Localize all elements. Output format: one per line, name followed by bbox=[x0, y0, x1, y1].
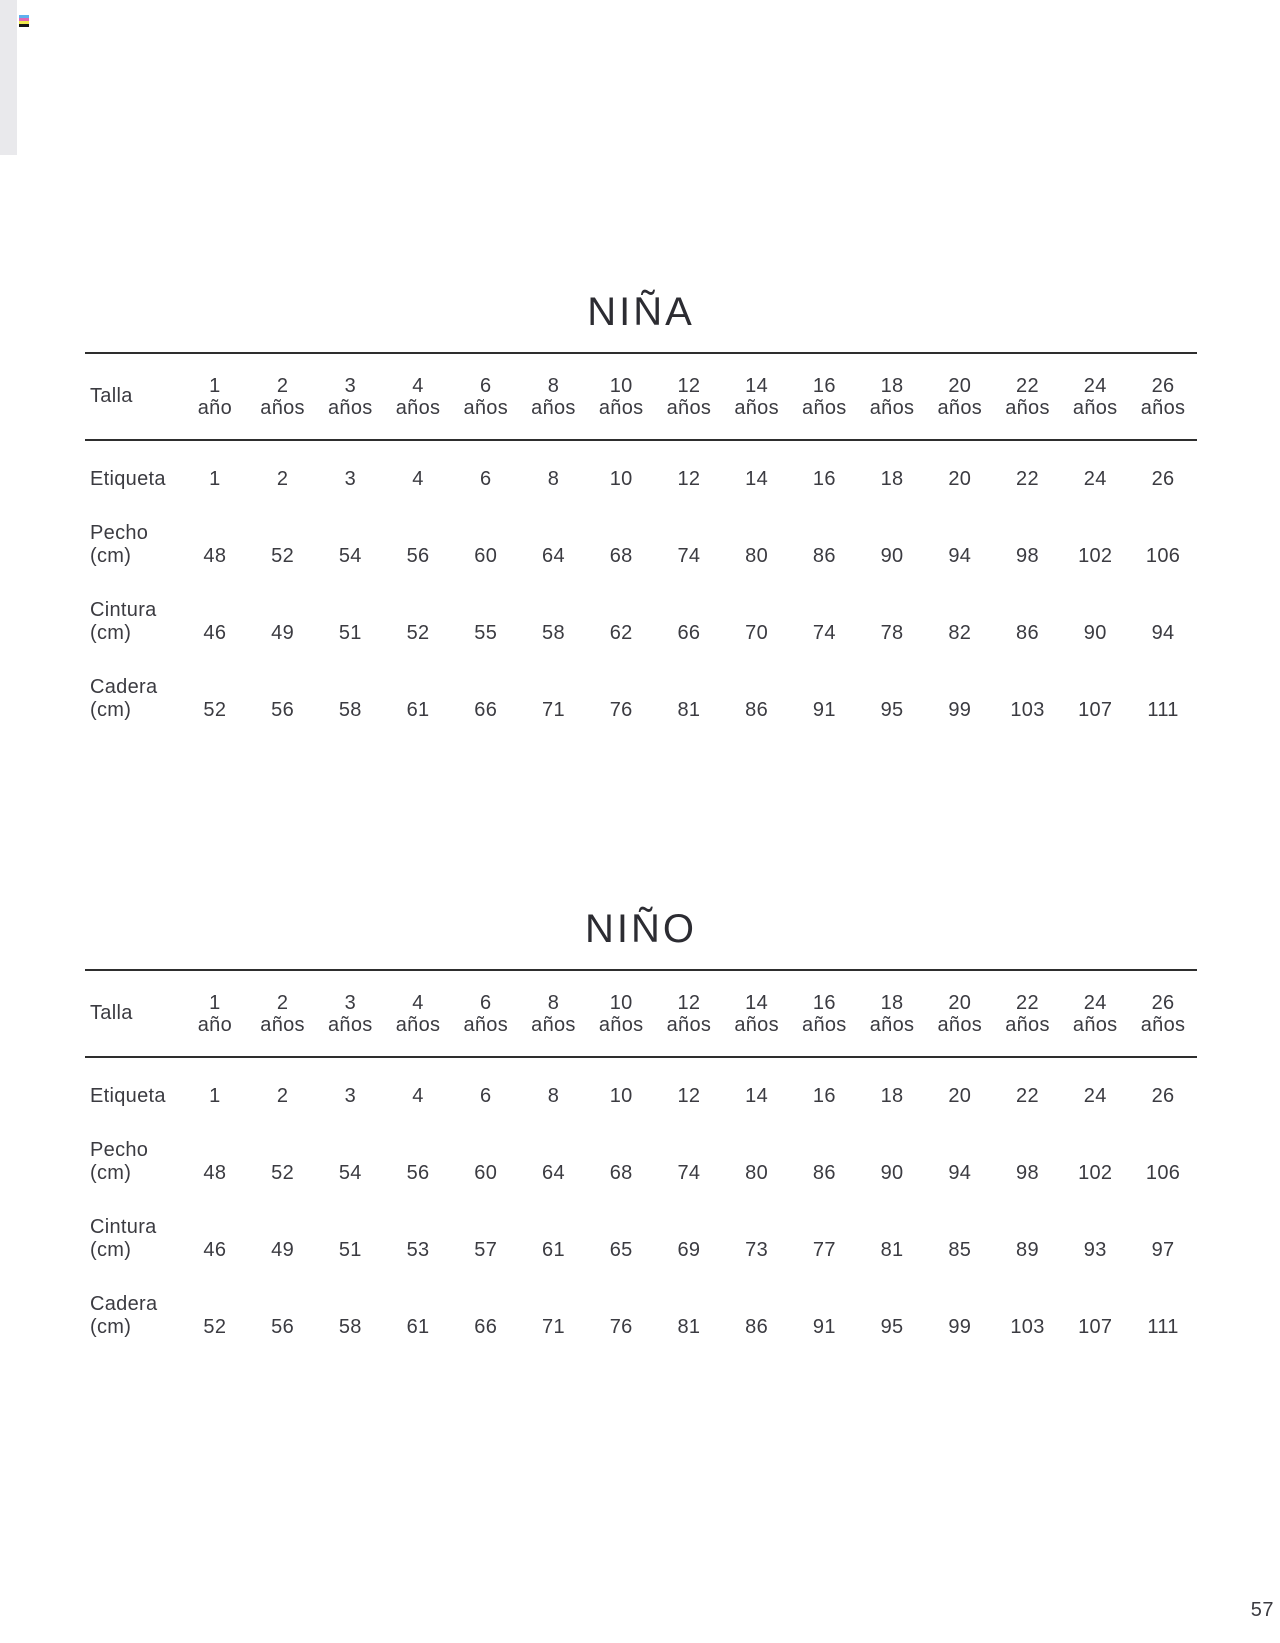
age-column-header: 26 años bbox=[1140, 374, 1186, 419]
age-column-header: 2 años bbox=[260, 991, 305, 1036]
measure-row bbox=[85, 1057, 1197, 1115]
cell-value: 74 bbox=[677, 1162, 701, 1184]
corner-label: Talla bbox=[90, 1002, 133, 1024]
cell-value: 52 bbox=[203, 1316, 227, 1338]
cell-value: 91 bbox=[812, 1316, 836, 1338]
cell-value: 102 bbox=[1078, 545, 1113, 567]
cell-value: 54 bbox=[338, 1162, 362, 1184]
cell-value: 111 bbox=[1147, 699, 1179, 721]
cell-value: 95 bbox=[880, 1316, 904, 1338]
size-table-nino bbox=[85, 969, 1197, 1346]
measure-row bbox=[85, 498, 1197, 575]
size-section-nina bbox=[85, 288, 1197, 729]
cell-value: 10 bbox=[609, 468, 633, 490]
cell-value: 48 bbox=[203, 1162, 227, 1184]
cell-value: 8 bbox=[547, 468, 560, 490]
measure-row bbox=[85, 1115, 1197, 1192]
age-column-header: 26 años bbox=[1140, 991, 1186, 1036]
cell-value: 62 bbox=[609, 622, 633, 644]
cell-value: 54 bbox=[338, 545, 362, 567]
cell-value: 46 bbox=[203, 622, 227, 644]
measure-row bbox=[85, 1192, 1197, 1269]
cell-value: 65 bbox=[609, 1239, 633, 1261]
row-label: Etiqueta bbox=[90, 1085, 166, 1107]
cell-value: 64 bbox=[542, 545, 565, 567]
age-column-header: 14 años bbox=[734, 374, 779, 419]
age-column-header: 22 años bbox=[1005, 374, 1050, 419]
cell-value: 14 bbox=[745, 468, 769, 490]
measure-row bbox=[85, 1269, 1197, 1346]
cell-value: 55 bbox=[474, 622, 498, 644]
size-table-nina bbox=[85, 352, 1197, 729]
cell-value: 80 bbox=[745, 545, 769, 567]
age-column-header: 18 años bbox=[869, 991, 915, 1036]
page-number: 57 bbox=[1250, 1599, 1274, 1621]
cell-value: 12 bbox=[677, 468, 701, 490]
cell-value: 70 bbox=[745, 622, 769, 644]
cell-value: 74 bbox=[812, 622, 836, 644]
cell-value: 77 bbox=[812, 1239, 836, 1261]
row-label: Pecho (cm) bbox=[90, 1139, 149, 1184]
measure-row bbox=[85, 440, 1197, 498]
age-column-header: 1 año bbox=[197, 991, 232, 1036]
cell-value: 111 bbox=[1147, 1316, 1179, 1338]
row-label: Etiqueta bbox=[90, 468, 166, 490]
cell-value: 57 bbox=[474, 1239, 498, 1261]
cell-value: 16 bbox=[812, 1085, 836, 1107]
cell-value: 16 bbox=[812, 468, 836, 490]
cell-value: 107 bbox=[1078, 1316, 1113, 1338]
cell-value: 26 bbox=[1151, 1085, 1175, 1107]
cell-value: 91 bbox=[812, 699, 836, 721]
cell-value: 99 bbox=[948, 1316, 972, 1338]
age-column-header: 8 años bbox=[531, 374, 576, 419]
age-column-header: 1 año bbox=[197, 374, 232, 419]
cell-value: 107 bbox=[1078, 699, 1113, 721]
row-label: Cintura (cm) bbox=[90, 599, 157, 644]
cell-value: 106 bbox=[1145, 1162, 1181, 1184]
cell-value: 64 bbox=[542, 1162, 565, 1184]
cell-value: 60 bbox=[474, 545, 498, 567]
cell-value: 90 bbox=[1083, 622, 1107, 644]
age-column-header: 24 años bbox=[1072, 374, 1118, 419]
header-row bbox=[85, 353, 1197, 440]
cell-value: 73 bbox=[745, 1239, 769, 1261]
cell-value: 26 bbox=[1151, 468, 1175, 490]
print-mark-stripe bbox=[19, 24, 29, 27]
cell-value: 81 bbox=[677, 699, 701, 721]
cell-value: 66 bbox=[474, 699, 498, 721]
age-column-header: 14 años bbox=[734, 991, 779, 1036]
measure-row bbox=[85, 575, 1197, 652]
cell-value: 4 bbox=[412, 1085, 424, 1107]
header-row bbox=[85, 970, 1197, 1057]
age-column-header: 6 años bbox=[463, 374, 509, 419]
cell-value: 52 bbox=[271, 545, 294, 567]
cell-value: 94 bbox=[948, 1162, 972, 1184]
age-column-header: 12 años bbox=[666, 991, 712, 1036]
cell-value: 86 bbox=[745, 1316, 769, 1338]
cell-value: 68 bbox=[609, 545, 633, 567]
cell-value: 71 bbox=[542, 699, 565, 721]
cell-value: 86 bbox=[812, 545, 836, 567]
age-column-header: 10 años bbox=[598, 991, 644, 1036]
cell-value: 12 bbox=[677, 1085, 701, 1107]
cell-value: 20 bbox=[948, 468, 972, 490]
cell-value: 6 bbox=[480, 468, 492, 490]
age-column-header: 3 años bbox=[328, 991, 373, 1036]
cell-value: 81 bbox=[677, 1316, 701, 1338]
cell-value: 58 bbox=[338, 699, 362, 721]
age-column-header: 4 años bbox=[395, 374, 441, 419]
age-column-header: 16 años bbox=[802, 374, 847, 419]
cell-value: 97 bbox=[1151, 1239, 1175, 1261]
age-column-header: 20 años bbox=[937, 991, 983, 1036]
cell-value: 103 bbox=[1010, 699, 1045, 721]
cell-value: 74 bbox=[677, 545, 701, 567]
age-column-header: 12 años bbox=[666, 374, 712, 419]
cell-value: 80 bbox=[745, 1162, 769, 1184]
row-label: Cadera (cm) bbox=[90, 1293, 158, 1338]
cell-value: 85 bbox=[948, 1239, 972, 1261]
age-column-header: 4 años bbox=[395, 991, 441, 1036]
cell-value: 76 bbox=[609, 1316, 633, 1338]
cell-value: 3 bbox=[344, 468, 357, 490]
cell-value: 93 bbox=[1083, 1239, 1107, 1261]
cell-value: 69 bbox=[677, 1239, 701, 1261]
cell-value: 99 bbox=[948, 699, 972, 721]
cell-value: 102 bbox=[1078, 1162, 1113, 1184]
cell-value: 86 bbox=[1016, 622, 1039, 644]
cell-value: 106 bbox=[1145, 545, 1181, 567]
row-label: Cintura (cm) bbox=[90, 1216, 157, 1261]
cell-value: 86 bbox=[812, 1162, 836, 1184]
cell-value: 1 bbox=[209, 1085, 221, 1107]
cell-value: 22 bbox=[1016, 468, 1039, 490]
cell-value: 1 bbox=[209, 468, 221, 490]
row-label: Cadera (cm) bbox=[90, 676, 158, 721]
cell-value: 46 bbox=[203, 1239, 227, 1261]
age-column-header: 24 años bbox=[1072, 991, 1118, 1036]
cell-value: 51 bbox=[338, 1239, 362, 1261]
cell-value: 51 bbox=[338, 622, 362, 644]
cell-value: 56 bbox=[406, 1162, 430, 1184]
age-column-header: 2 años bbox=[260, 374, 305, 419]
table-title-nino: NIÑO bbox=[585, 907, 697, 951]
age-column-header: 16 años bbox=[802, 991, 847, 1036]
corner-label: Talla bbox=[90, 385, 133, 407]
cell-value: 18 bbox=[880, 1085, 904, 1107]
cell-value: 61 bbox=[406, 699, 430, 721]
cell-value: 52 bbox=[406, 622, 430, 644]
cell-value: 52 bbox=[271, 1162, 294, 1184]
cell-value: 24 bbox=[1083, 468, 1107, 490]
cell-value: 18 bbox=[880, 468, 904, 490]
cell-value: 89 bbox=[1016, 1239, 1039, 1261]
cell-value: 10 bbox=[609, 1085, 633, 1107]
table-title-nina: NIÑA bbox=[587, 290, 695, 334]
cell-value: 8 bbox=[547, 1085, 560, 1107]
cell-value: 53 bbox=[406, 1239, 430, 1261]
cell-value: 78 bbox=[880, 622, 904, 644]
age-column-header: 20 años bbox=[937, 374, 983, 419]
cell-value: 14 bbox=[745, 1085, 769, 1107]
cell-value: 71 bbox=[542, 1316, 565, 1338]
age-column-header: 10 años bbox=[598, 374, 644, 419]
cell-value: 60 bbox=[474, 1162, 498, 1184]
cell-value: 86 bbox=[745, 699, 769, 721]
cell-value: 90 bbox=[880, 1162, 904, 1184]
size-section-nino bbox=[85, 905, 1197, 1346]
cell-value: 49 bbox=[271, 1239, 294, 1261]
cell-value: 2 bbox=[276, 468, 289, 490]
measure-row bbox=[85, 652, 1197, 729]
cell-value: 22 bbox=[1016, 1085, 1039, 1107]
cell-value: 66 bbox=[677, 622, 701, 644]
age-column-header: 8 años bbox=[531, 991, 576, 1036]
cell-value: 94 bbox=[948, 545, 972, 567]
cmyk-print-mark bbox=[19, 15, 29, 27]
age-column-header: 18 años bbox=[869, 374, 915, 419]
cell-value: 2 bbox=[276, 1085, 289, 1107]
row-label: Pecho (cm) bbox=[90, 522, 149, 567]
cell-value: 58 bbox=[542, 622, 565, 644]
age-column-header: 6 años bbox=[463, 991, 509, 1036]
cell-value: 20 bbox=[948, 1085, 972, 1107]
cell-value: 95 bbox=[880, 699, 904, 721]
cell-value: 4 bbox=[412, 468, 424, 490]
cell-value: 24 bbox=[1083, 1085, 1107, 1107]
age-column-header: 3 años bbox=[328, 374, 373, 419]
cell-value: 81 bbox=[880, 1239, 904, 1261]
cell-value: 94 bbox=[1151, 622, 1175, 644]
cell-value: 6 bbox=[480, 1085, 492, 1107]
cell-value: 68 bbox=[609, 1162, 633, 1184]
cell-value: 90 bbox=[880, 545, 904, 567]
cell-value: 98 bbox=[1016, 1162, 1039, 1184]
left-margin-strip bbox=[0, 0, 17, 155]
cell-value: 58 bbox=[338, 1316, 362, 1338]
cell-value: 76 bbox=[609, 699, 633, 721]
cell-value: 48 bbox=[203, 545, 227, 567]
cell-value: 61 bbox=[406, 1316, 430, 1338]
cell-value: 66 bbox=[474, 1316, 498, 1338]
cell-value: 82 bbox=[948, 622, 972, 644]
cell-value: 56 bbox=[406, 545, 430, 567]
cell-value: 56 bbox=[271, 1316, 294, 1338]
cell-value: 98 bbox=[1016, 545, 1039, 567]
cell-value: 103 bbox=[1010, 1316, 1045, 1338]
cell-value: 52 bbox=[203, 699, 227, 721]
age-column-header: 22 años bbox=[1005, 991, 1050, 1036]
cell-value: 56 bbox=[271, 699, 294, 721]
cell-value: 3 bbox=[344, 1085, 357, 1107]
cell-value: 61 bbox=[542, 1239, 565, 1261]
cell-value: 49 bbox=[271, 622, 294, 644]
